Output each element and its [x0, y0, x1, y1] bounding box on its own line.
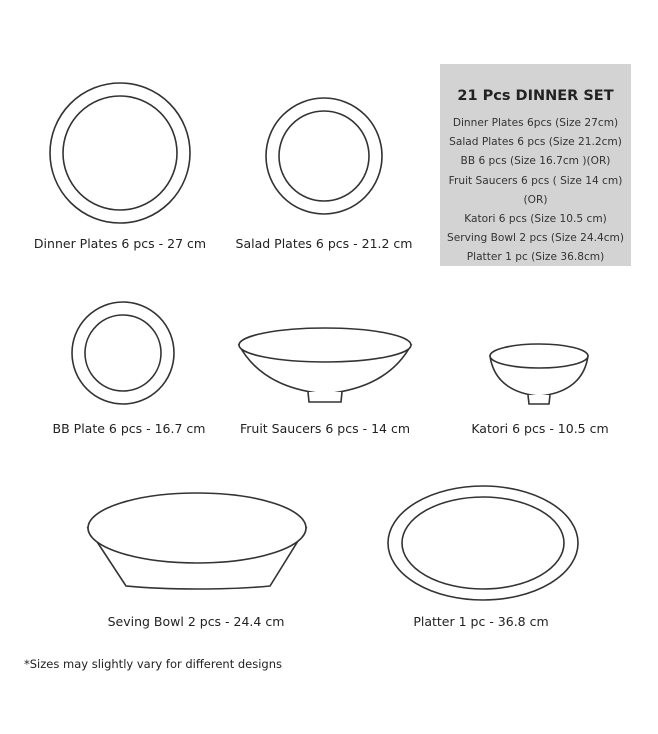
bb-plate-caption: BB Plate 6 pcs - 16.7 cm [52, 421, 206, 436]
dinner-set-info-box [440, 64, 631, 266]
fruit-saucer-illustration [236, 324, 414, 408]
fruit-saucer-caption: Fruit Saucers 6 pcs - 14 cm [239, 421, 411, 436]
salad-plate-caption: Salad Plates 6 pcs - 21.2 cm [235, 236, 413, 251]
contents-line: Fruit Saucers 6 pcs ( Size 14 cm)(OR) [448, 174, 623, 206]
platter-illustration [386, 484, 580, 602]
contents-line: Salad Plates 6 pcs (Size 21.2cm) [449, 136, 622, 149]
serving-bowl-caption: Seving Bowl 2 pcs - 24.4 cm [107, 614, 285, 629]
katori-illustration [488, 340, 590, 410]
contents-line: BB 6 pcs (Size 16.7cm )(OR) [460, 155, 611, 168]
size-disclaimer-footnote: *Sizes may slightly vary for different designs [24, 657, 282, 671]
bb-plate-illustration [70, 300, 176, 406]
contents-line: Katori 6 pcs (Size 10.5 cm) [464, 213, 607, 226]
dinner-plate-illustration [45, 78, 195, 228]
dinner-set-title: 21 Pcs DINNER SET [457, 88, 614, 104]
salad-plate-illustration [262, 94, 386, 218]
serving-bowl-illustration [84, 490, 310, 594]
contents-line: Dinner Plates 6pcs (Size 27cm) [452, 117, 619, 129]
contents-line: Platter 1 pc (Size 36.8cm) [466, 251, 605, 264]
katori-caption: Katori 6 pcs - 10.5 cm [471, 421, 609, 436]
contents-line: Serving Bowl 2 pcs (Size 24.4cm) [447, 232, 624, 245]
platter-caption: Platter 1 pc - 36.8 cm [413, 614, 549, 629]
dinner-plate-caption: Dinner Plates 6 pcs - 27 cm [33, 236, 207, 251]
dinner-set-contents-list [440, 114, 631, 268]
